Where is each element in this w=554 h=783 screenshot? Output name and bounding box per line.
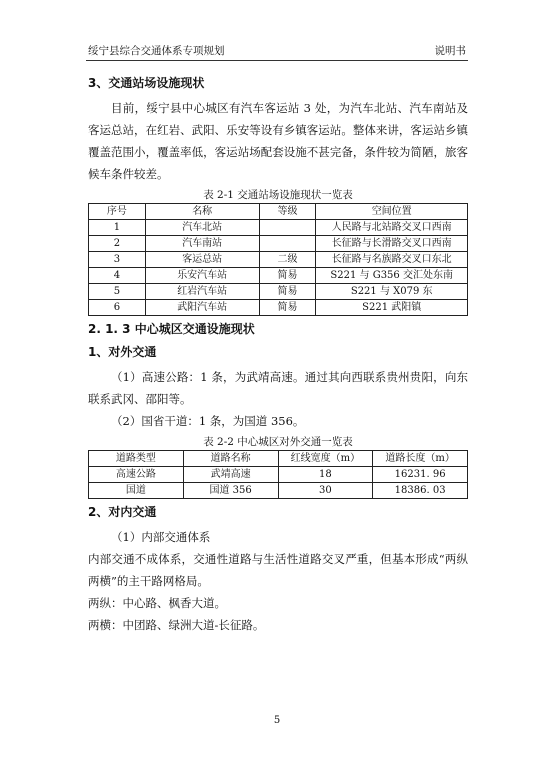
table-cell: S221 与 X079 东 (316, 284, 468, 300)
table-row (89, 236, 468, 252)
table-cell: 长征路与长滑路交叉口西南 (316, 236, 468, 252)
table-header-row (89, 451, 468, 467)
table-cell: 2 (89, 236, 146, 252)
table-cell (259, 220, 316, 236)
table-cell: 乐安汽车站 (145, 268, 259, 284)
page-content (88, 70, 468, 636)
table-row (89, 252, 468, 268)
stations-table (88, 203, 468, 316)
table-cell: 4 (89, 268, 146, 284)
table-header-cell: 道路名称 (183, 451, 278, 467)
table2-caption: 表 2-2 中心城区对外交通一览表 (203, 436, 353, 448)
table-row (89, 467, 468, 483)
stations-paragraph: 目前，绥宁县中心城区有汽车客运站 3 处，为汽车北站、汽车南站及客运总站，在红岩、武阳、乐安等设有乡镇客运站。整体来讲，客运站乡镇覆盖范围小，覆盖率低，客运站场配套设施不甚完备，条件较为简陋，旅客候车条件较差。 (88, 101, 468, 181)
table-cell (259, 236, 316, 252)
table-row (89, 268, 468, 284)
table-cell: 简易 (259, 268, 316, 284)
table-header-cell: 道路类型 (89, 451, 184, 467)
internal-paragraph-vertical-roads: 两纵：中心路、枫香大道。 (88, 596, 226, 610)
internal-paragraph-description: 内部交通不成体系，交通性道路与生活性道路交叉严重，但基本形成“两纵两横”的主干路网格局。 (88, 552, 468, 588)
table-header-cell: 红线宽度（m） (278, 451, 373, 467)
table-header-cell: 序号 (89, 204, 146, 220)
external-paragraph-national-road: （2）国省干道：1 条，为国道 356。 (111, 414, 305, 428)
section-heading-stations: 3、交通站场设施现状 (88, 76, 205, 90)
table-header-row (89, 204, 468, 220)
table-cell: S221 武阳镇 (316, 300, 468, 316)
external-traffic-table (88, 450, 468, 499)
table-cell: 武阳汽车站 (145, 300, 259, 316)
internal-paragraph-system: （1）内部交通体系 (111, 530, 211, 544)
table-cell: 汽车北站 (145, 220, 259, 236)
subsection-heading-external: 1、对外交通 (88, 345, 157, 359)
table-row (89, 300, 468, 316)
table-cell: 6 (89, 300, 146, 316)
table-header-cell: 道路长度（m） (373, 451, 468, 467)
table-cell: 国道 356 (183, 483, 278, 499)
table-cell: 18386. 03 (373, 483, 468, 499)
table-cell: 长征路与名族路交叉口东北 (316, 252, 468, 268)
table-header-cell: 名称 (145, 204, 259, 220)
internal-paragraph-horizontal-roads: 两横：中团路、绿洲大道-长征路。 (88, 618, 265, 632)
table-row (89, 483, 468, 499)
table-cell: 简易 (259, 300, 316, 316)
header-doc-type: 说明书 (434, 45, 466, 57)
table-row (89, 220, 468, 236)
header-title: 绥宁县综合交通体系专项规划 (88, 45, 225, 57)
table-cell: 30 (278, 483, 373, 499)
table1-caption: 表 2-1 交通站场设施现状一览表 (203, 189, 353, 201)
table-header-cell: 空间位置 (316, 204, 468, 220)
table-cell: 高速公路 (89, 467, 184, 483)
table-cell: 国道 (89, 483, 184, 499)
table-cell: 3 (89, 252, 146, 268)
table-cell: 人民路与北站路交叉口西南 (316, 220, 468, 236)
table-cell: 汽车南站 (145, 236, 259, 252)
table-cell: 16231. 96 (373, 467, 468, 483)
external-paragraph-highway: （1）高速公路：1 条，为武靖高速。通过其向西联系贵州贵阳，向东联系武冈、邵阳等。 (88, 370, 468, 406)
table-cell: S221 与 G356 交汇处东南 (316, 268, 468, 284)
page-number: 5 (273, 715, 281, 726)
table-row (89, 284, 468, 300)
table-cell: 5 (89, 284, 146, 300)
table-cell: 1 (89, 220, 146, 236)
table-cell: 红岩汽车站 (145, 284, 259, 300)
table-header-cell: 等级 (259, 204, 316, 220)
section-heading-central-city: 2. 1. 3 中心城区交通设施现状 (88, 322, 255, 336)
table-cell: 简易 (259, 284, 316, 300)
table-cell: 二级 (259, 252, 316, 268)
subsection-heading-internal: 2、对内交通 (88, 505, 157, 519)
header-rule (86, 60, 468, 61)
table-cell: 武靖高速 (183, 467, 278, 483)
table-cell: 18 (278, 467, 373, 483)
table-cell: 客运总站 (145, 252, 259, 268)
